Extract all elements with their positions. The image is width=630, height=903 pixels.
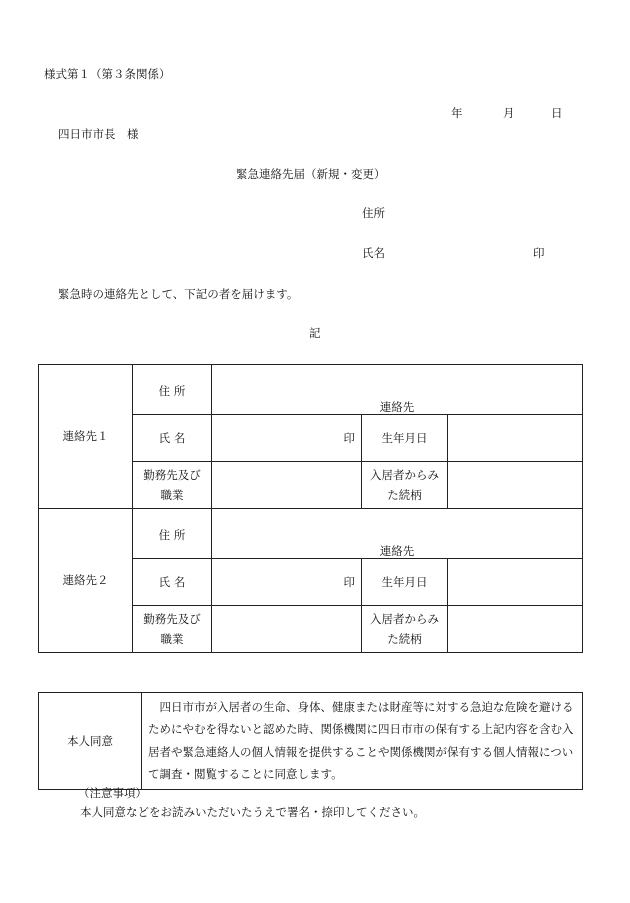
contact2-relation-label xyxy=(362,606,448,653)
consent-table xyxy=(38,692,583,790)
contact2-workplace-field[interactable] xyxy=(212,606,362,653)
contact1-address-field[interactable] xyxy=(212,365,583,415)
contact1-workplace-label xyxy=(133,462,212,509)
contact1-address-row xyxy=(39,365,583,415)
date-month-label: 月 xyxy=(503,106,515,120)
consent-label: 本人同意 xyxy=(39,693,142,790)
contact2-address-row xyxy=(39,509,583,559)
date-day-label: 日 xyxy=(551,106,563,120)
form-number: 様式第１（第３条関係） xyxy=(44,67,171,81)
contact1-relation-field[interactable] xyxy=(448,462,583,509)
contacts-table xyxy=(38,364,583,653)
contact1-birthdate-field[interactable] xyxy=(448,415,583,462)
contact2-workplace-label-line1: 勤務先及び xyxy=(143,611,201,626)
contact1-relation-label-line1: 入居者からみ xyxy=(370,467,439,482)
contact2-label: 連絡先２ xyxy=(39,509,133,653)
contact1-name-label: 氏 名 xyxy=(133,415,212,462)
addressee: 四日市市長 様 xyxy=(58,127,139,141)
contact2-address-field[interactable] xyxy=(212,509,583,559)
contact1-relation-label xyxy=(362,462,448,509)
contact2-seal-mark[interactable]: 印 xyxy=(212,559,362,606)
notes-text: 本人同意などをお読みいただいたうえで署名・捺印してください。 xyxy=(80,805,425,819)
contact2-address-label: 住 所 xyxy=(133,509,212,559)
contact1-label: 連絡先１ xyxy=(39,365,133,509)
applicant-seal-mark: 印 xyxy=(533,246,545,260)
consent-row xyxy=(39,693,583,790)
contact2-workplace-label xyxy=(133,606,212,653)
date-year-label: 年 xyxy=(451,106,463,120)
contact1-relation-label-line2: た続柄 xyxy=(387,488,422,502)
contact2-birthdate-label: 生年月日 xyxy=(362,559,448,606)
contact2-workplace-label-line2: 職業 xyxy=(160,632,184,646)
contact1-address-label: 住 所 xyxy=(133,365,212,415)
contact2-name-label: 氏 名 xyxy=(133,559,212,606)
contact2-relation-label-line1: 入居者からみ xyxy=(370,611,439,626)
notes-heading: （注意事項） xyxy=(78,786,147,800)
applicant-address-label: 住所 xyxy=(362,206,385,220)
contact2-birthdate-field[interactable] xyxy=(448,559,583,606)
contact1-workplace-label-line2: 職業 xyxy=(160,488,184,502)
consent-text: 四日市市が入居者の生命、身体、健康または財産等に対する急迫な危険を避けるためにやむを得ないと認めた時、関係機関に四日市市の保有する上記内容を含む入居者や緊急連絡人の個人情報を提供することや関係機関が保有する個人情報について調査・閲覧することに同意します。 xyxy=(142,693,583,790)
ki-heading: 記 xyxy=(309,326,321,340)
contact1-birthdate-label: 生年月日 xyxy=(362,415,448,462)
contact2-relation-label-line2: た続柄 xyxy=(387,632,422,646)
contact1-seal-mark[interactable]: 印 xyxy=(212,415,362,462)
contact2-relation-field[interactable] xyxy=(448,606,583,653)
intro-text: 緊急時の連絡先として、下記の者を届けます。 xyxy=(58,287,299,301)
document-title: 緊急連絡先届（新規・変更） xyxy=(236,167,386,181)
contact1-workplace-field[interactable] xyxy=(212,462,362,509)
contact1-phone-label: 連絡先 xyxy=(379,400,415,414)
contact1-workplace-label-line1: 勤務先及び xyxy=(143,467,201,482)
applicant-name-label: 氏名 xyxy=(362,246,385,260)
contact2-phone-label: 連絡先 xyxy=(379,544,415,558)
